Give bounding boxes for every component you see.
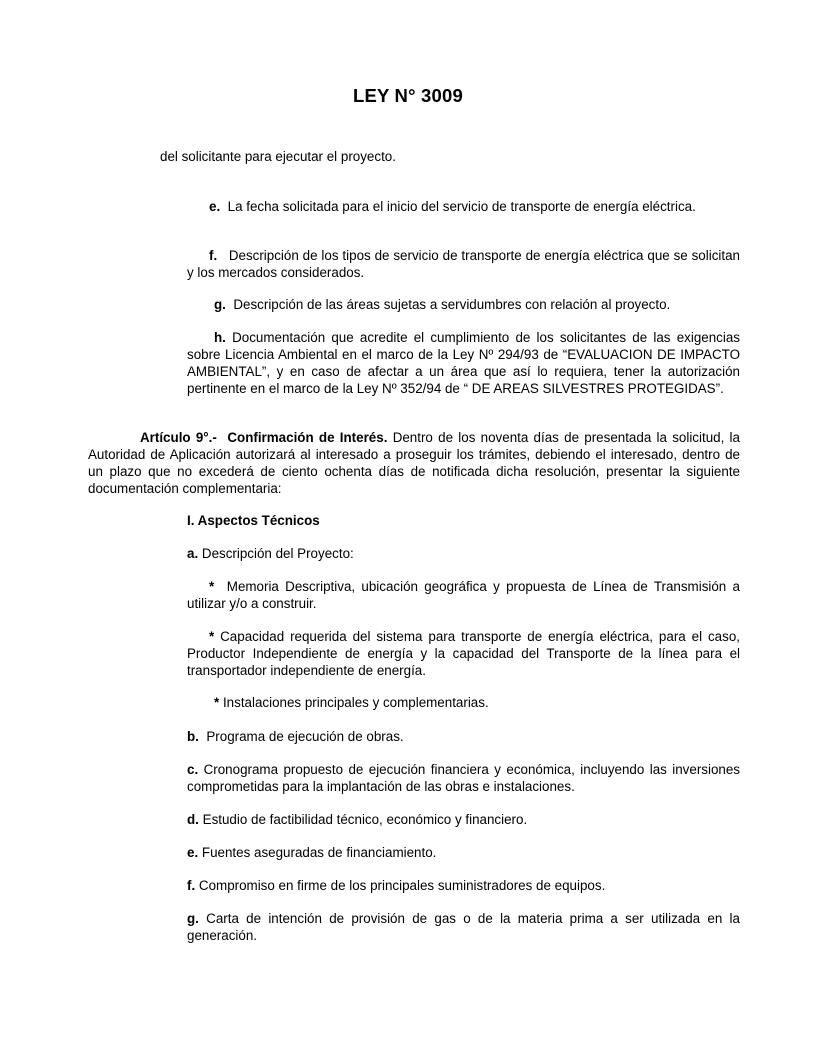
list-item-f — [187, 247, 740, 281]
item-letter: g. — [214, 297, 226, 312]
item-text: Fuentes aseguradas de financiamiento. — [201, 845, 437, 860]
item-letter: e. — [209, 199, 221, 214]
bullet-item-capacidad — [187, 628, 740, 679]
list-item-d — [187, 811, 740, 828]
item-letter: h. — [214, 330, 226, 345]
list-item-e2 — [187, 844, 740, 861]
list-item-g — [187, 296, 740, 313]
bullet-mark: * — [209, 629, 215, 644]
item-text: Carta de intención de provisión de gas o de la materia prima a ser utilizada en la generación. — [187, 911, 740, 943]
item-letter: d. — [187, 812, 199, 827]
item-letter: f. — [187, 878, 196, 893]
item-letter: f. — [209, 248, 218, 263]
item-text: Compromiso en firme de los principales suministradores de equipos. — [198, 878, 606, 893]
item-text: Programa de ejecución de obras. — [206, 729, 404, 744]
item-text: Descripción de los tipos de servicio de transporte de energía eléctrica que se solicitan y los mercados considerados. — [187, 248, 740, 280]
item-text: Documentación que acredite el cumplimiento de los solicitantes de las exigencias sobre Licencia Ambiental en el marco de la Ley Nº 294/93 de “EVALUACION DE IMPACTO AMBIENTAL”, y en caso de afectar a un área que así lo requiera, tener la autorización pertinente en el marco de la Ley Nº 352/94 de “ DE AREAS SILVESTRES PROTEGIDAS”. — [187, 330, 740, 396]
list-item-c — [187, 761, 740, 795]
list-item-b — [187, 728, 740, 745]
section-heading: I. Aspectos Técnicos — [187, 513, 320, 528]
continuation-text: del solicitante para ejecutar el proyecto. — [160, 149, 396, 164]
item-letter: a. — [187, 546, 199, 561]
list-item-g2 — [187, 910, 740, 944]
article-heading: Confirmación de Interés. — [227, 430, 388, 445]
item-letter: e. — [187, 845, 199, 860]
list-item-a — [187, 545, 740, 562]
bullet-mark: * — [209, 579, 215, 594]
item-text: Cronograma propuesto de ejecución financiera y económica, incluyendo las inversiones comprometidas para la implantación de las obras e instalaciones. — [187, 762, 740, 794]
article-label: Artículo 9°.- — [140, 430, 217, 445]
item-text: Descripción del Proyecto: — [201, 546, 354, 561]
article-text: Dentro de los noventa días de presentada la solicitud, la Autoridad de Aplicación autorizará al interesado a proseguir los trámites, debiendo el interesado, dentro de un plazo que no excederá de ciento ochenta días de notificada dicha resolución, presentar la siguiente documentación complementaria: — [88, 430, 740, 496]
item-text: La fecha solicitada para el inicio del servicio de transporte de energía eléctrica. — [227, 199, 696, 214]
bullet-item-memoria — [187, 578, 740, 612]
list-item-e — [187, 198, 740, 215]
page-title: LEY N° 3009 — [352, 85, 464, 106]
item-text: Instalaciones principales y complementarias. — [222, 695, 489, 710]
bullet-item-instalaciones — [187, 694, 740, 711]
list-item-h — [187, 329, 740, 397]
item-text: Descripción de las áreas sujetas a servidumbres con relación al proyecto. — [233, 297, 671, 312]
item-text: Capacidad requerida del sistema para transporte de energía eléctrica, para el caso, Productor Independiente de energía y la capacidad del Transporte de la línea para el transportador independiente de energía. — [187, 629, 740, 678]
item-text: Estudio de factibilidad técnico, económico y financiero. — [202, 812, 528, 827]
list-item-f2 — [187, 877, 740, 894]
item-text: Memoria Descriptiva, ubicación geográfica y propuesta de Línea de Transmisión a utilizar y/o a construir. — [187, 579, 740, 611]
bullet-mark: * — [214, 695, 220, 710]
item-letter: b. — [187, 729, 199, 744]
item-letter: g. — [187, 911, 199, 926]
item-letter: c. — [187, 762, 199, 777]
article-9 — [88, 429, 740, 497]
